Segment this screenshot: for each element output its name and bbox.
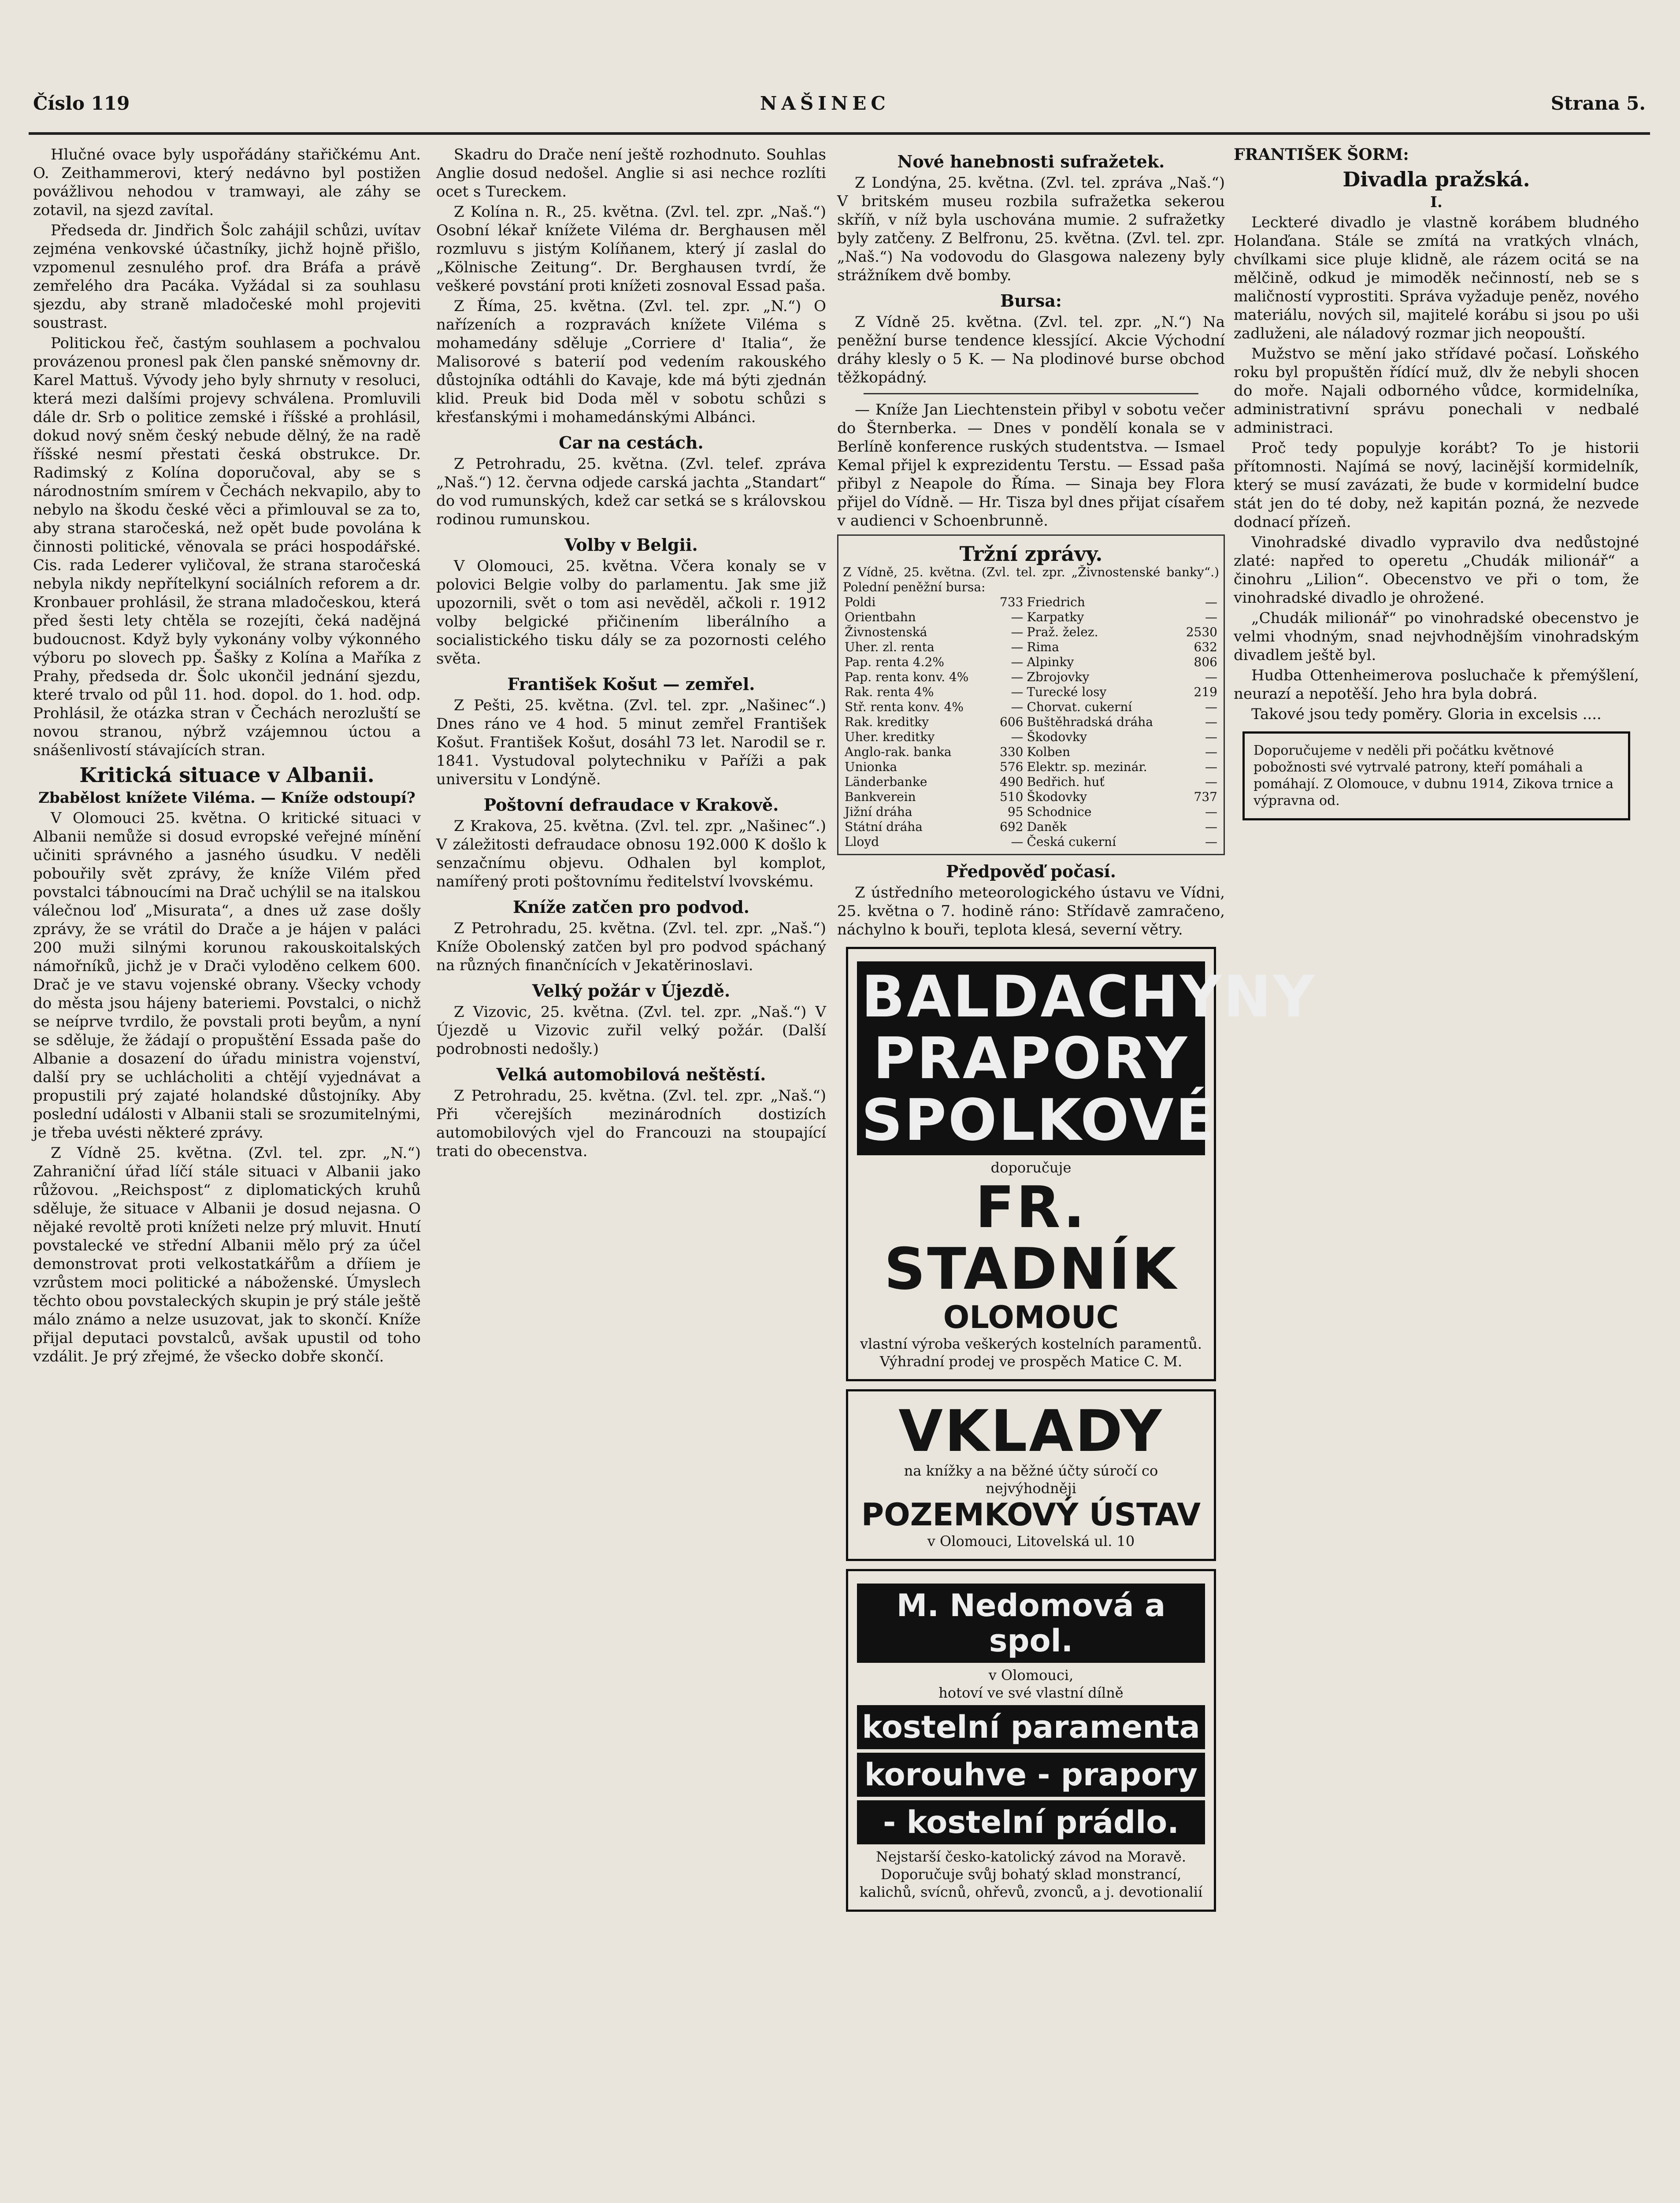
market-cell: 219 xyxy=(1194,685,1217,699)
market-cell: 330 xyxy=(1000,745,1024,759)
article-paragraph: Z Vídně 25. května. (Zvl. tel. zpr. „N.“) Na peněžní burse tendence klessjící. Akcie Východní dráhy klesly o 5 K. — Na plodinové burse obchod těžkopádný. xyxy=(837,313,1225,386)
market-cell: — xyxy=(1205,805,1217,819)
market-cell: Bankverein xyxy=(845,790,916,804)
article-paragraph: Vinohradské divadlo vypravilo dva nedůstojné zlaté: napřed to operetu „Chudák milionář“ a činohru „Lilion“. Obecenstvo ve při o tom, že vinohradské divadlo je ohrožené. xyxy=(1234,534,1639,607)
market-row xyxy=(843,595,1219,610)
market-cell: Chorvat. cukerní xyxy=(1027,700,1132,714)
market-cell: Buštěhradská dráha xyxy=(1027,715,1153,729)
market-cell: — xyxy=(1011,640,1024,654)
market-cell: — xyxy=(1205,610,1217,624)
market-row xyxy=(843,640,1219,655)
article-paragraph: Leckteré divadlo je vlastně korábem bludného Holanďana. Stále se zmítá na vratkých vlnách, chvílkami sice pluje klidně, ale rázem ocitá se na mělčině, odkud je mimoděk nečinností, neb se s maličností vyprostiti. Správa vyžaduje peněz, nového materiálu, nových sil, majitelé korábu si jsou po uši zadluženi, ale náladový rozmar jich neopouští. xyxy=(1234,214,1639,342)
market-cell: Turecké losy xyxy=(1027,685,1107,699)
market-cell: Škodovky xyxy=(1027,790,1087,804)
ad-line4: vlastní výroba veškerých kostelních paramentů. xyxy=(860,1335,1202,1352)
article-paragraph: „Chudák milionář“ po vinohradské obecenstvo je velmi vhodným, snad nejvhodnějším vinohradským divadlem ještě byl. xyxy=(1234,609,1639,664)
advertisement-nedomova xyxy=(846,1569,1216,1912)
market-cell: Jižní dráha xyxy=(845,805,912,819)
market-cell: Daněk xyxy=(1027,820,1067,834)
market-cell: Elektr. sp. mezinár. xyxy=(1027,760,1147,774)
ad-nedomova-city: v Olomouci, xyxy=(988,1667,1074,1684)
market-cell: Živnostenská xyxy=(845,625,927,639)
market-cell: 692 xyxy=(1000,820,1024,834)
market-cell: — xyxy=(1205,745,1217,759)
market-cell: Praž. želez. xyxy=(1027,625,1098,639)
market-row xyxy=(843,700,1219,715)
market-row xyxy=(843,730,1219,745)
market-cell: Státní dráha xyxy=(845,820,923,834)
market-cell: — xyxy=(1205,760,1217,774)
article-paragraph: Z Říma, 25. května. (Zvl. tel. zpr. „N.“) O nařízeních a rozpravách knížete Viléma s mohamedány sděluje „Corriere d' Italia“, že Malisorové s baterií pod vedením rakouského důstojníka odtáhli do Kavaje, kde má býti zjednán klid. Preuk bid Doda měl v sobotu schůzi s křesťanskými i mohamedánskými Albánci. xyxy=(436,297,826,426)
market-cell: Rak. renta 4% xyxy=(845,685,934,699)
column-1 xyxy=(33,145,421,2203)
article-paragraph: Z Petrohradu, 25. května. (Zvl. tel. zpr. „Naš.“) Při včerejších mezinárodních dostizích automobilových vjel do Francouzi na stoupající trati do obecenstva. xyxy=(436,1087,826,1160)
ad-nedomova-footer: Nejstarší česko-katolický závod na Moravě. Doporučuje svůj bohatý sklad monstrancí, kalichů, svícnů, ohřevů, zvonců, a j. devotionalií xyxy=(859,1848,1203,1900)
column-2 xyxy=(436,145,826,2203)
weather-text: Z ústředního meteorologického ústavu ve Vídni, 25. května o 7. hodině ráno: Střídavě zamračeno, náchylno k bouři, teplota klesá, severní větry. xyxy=(837,884,1225,938)
market-cell: — xyxy=(1011,655,1024,669)
ad-vklady-institution: POZEMKOVÝ ÚSTAV xyxy=(861,1497,1201,1533)
market-cell: 510 xyxy=(1000,790,1024,804)
headline-nestesti: Velká automobilová neštěstí. xyxy=(496,1064,766,1084)
market-cell: — xyxy=(1205,670,1217,684)
ad-city: OLOMOUC xyxy=(943,1299,1119,1335)
market-cell: 490 xyxy=(1000,775,1024,789)
market-cell: Česká cukerní xyxy=(1027,834,1116,849)
market-row xyxy=(843,655,1219,670)
ad-nedomova-big2: korouhve - prapory xyxy=(857,1753,1205,1797)
headline-kosut: František Košut — zemřel. xyxy=(507,674,755,694)
market-cell: — xyxy=(1205,775,1217,789)
article-paragraph: Skadru do Drače není ještě rozhodnuto. Souhlas Anglie dosud nedošel. Anglie si asi nechce rozlíti ocet s Tureckem. xyxy=(436,146,826,200)
headline-market: Tržní zprávy. xyxy=(959,542,1103,566)
ad-vklady-address: v Olomouci, Litovelská ul. 10 xyxy=(927,1533,1135,1550)
ad-banner xyxy=(857,961,1317,1155)
market-cell: — xyxy=(1011,685,1024,699)
article-paragraph: Hlučné ovace byly uspořádány stařičkému Ant. O. Zeithammerovi, který nedávno byl postižen povážlivou nehodou v tramwayi, ale záhy se zotavil, na sjezd zavítal. xyxy=(33,146,421,219)
market-cell: — xyxy=(1011,610,1024,624)
column-3 xyxy=(837,145,1317,2203)
market-row xyxy=(843,760,1219,775)
market-cell: 632 xyxy=(1194,640,1217,654)
market-cell: Stř. renta konv. 4% xyxy=(845,700,964,714)
market-cell: Schodnice xyxy=(1027,805,1092,819)
market-cell: — xyxy=(1011,700,1024,714)
market-cell: 733 xyxy=(1000,595,1024,609)
market-table xyxy=(843,595,1219,849)
article-paragraph: Z Vídně 25. května. (Zvl. tel. zpr. „N.“) Zahraniční úřad líčí stále situaci v Albanii jako růžovou. „Reichspost“ z diplomatických kruhů sděluje, že situace v Albanii je dosud nejasna. O nějaké revoltě proti knížeti nelze prý mluvit. Hnutí povstalecké ve střední Albanii mělo prý za účel demonstrovat proti velkostatkářům a dříiem je vzrůstem moci politické a náboženské. Úmyslech těchto obou povstaleckých skupin je prý stále ještě málo známo a nelze usuzovat, jak to skončí. Kníže přijal deputaci povstalců, avšak upustil od toho vzdálit. Je prý zřejmé, že všecko dobře skončí. xyxy=(33,1144,421,1365)
page-header xyxy=(33,93,1646,123)
article-paragraph: Z Petrohradu, 25. května. (Zvl. telef. zpráva „Naš.“) 12. června odjede carská jachta „Standart“ do vod rumunských, kdež car setká se s královskou rodinou rumunskou. xyxy=(436,455,826,528)
market-cell: Lloyd xyxy=(845,834,879,849)
article-paragraph: Politickou řeč, častým souhlasem a pochvalou provázenou pronesl pak člen panské sněmovny dr. Karel Mattuš. Vývody jeho byly shrnuty v resoluci, která mezi dalšími projevy schválena. Promluvili dále dr. Srb o politice zemské i říšské a prohlásil, dokud nový sněm český nebude dělný, že na radě říšské nesmí přestati česká obstrukce. Dr. Radimský z Kolína doporučoval, aby se s národnostním smírem v Čechách nekvapilo, aby to nebylo na škodu české věci a přimlouval se za to, aby strana staročeská, než opět bude povolána k činnosti politické, věnovala se práci hospodářské. Cis. rada Lederer vyličoval, že strana staročeská nebyla nikdy nepřítelkyní sociálních reforem a dr. Kronbauer prohlásil, že strana mladočeskou, která před šesti lety chtěla se rozejíti, čeká nadějná budoucnost. Když byly vykonány volby výkonného výboru po slovech pp. Šašky z Kolína a Maříka z Prahy, předseda dr. Šolc ukončil jednání sjezdu, které trvalo od půl 11. hod. dopol. do 1. hod. odp. Prohlásil, že otázka stran v Čechách nerozluští se novou stranou, nýbrž vzájemnou úctou a snášenlivostí stávajících stran. xyxy=(33,334,421,759)
ad-line3: SPOLKOVÉ xyxy=(861,1087,1216,1153)
feuilleton-section: I. xyxy=(1430,193,1443,211)
market-cell: — xyxy=(1205,595,1217,609)
article-paragraph: Z Pešti, 25. května. (Zvl. tel. zpr. „Našinec“.) Dnes ráno ve 4 hod. 5 minut zemřel František Košut. František Košut, dosáhl 73 let. Narodil se r. 1841. Vystudoval polytechniku v Paříži a pak universitu v Londýně. xyxy=(436,697,826,788)
market-cell: — xyxy=(1205,700,1217,714)
market-row xyxy=(843,715,1219,730)
ad-nedomova-title: M. Nedomová a spol. xyxy=(857,1584,1205,1663)
market-cell: Anglo-rak. banka xyxy=(845,745,952,759)
market-cell: Uher. kreditky xyxy=(845,730,935,744)
ad-line2: PRAPORY xyxy=(873,1025,1189,1092)
headline-car: Car na cestách. xyxy=(559,433,704,452)
column-4 xyxy=(1234,145,1639,2203)
market-row xyxy=(843,745,1219,760)
article-paragraph: Z Kolína n. R., 25. května. (Zvl. tel. zpr. „Naš.“) Osobní lékař knížete Viléma dr. Berghausen měl rozmluvu s jistým Kolíňanem, který jí zaslal do „Kölnische Zeitung“. Dr. Berghausen tvrdí, že veškeré povstání proti knížeti zosnoval Essad paša. xyxy=(436,203,826,295)
market-cell: Uher. zl. renta xyxy=(845,640,935,654)
page-label: Strana 5. xyxy=(1550,93,1646,114)
headline-belgie: Volby v Belgii. xyxy=(564,535,698,555)
ad-nedomova-big1: kostelní paramenta xyxy=(857,1705,1205,1749)
market-cell: Alpinky xyxy=(1027,655,1074,669)
market-cell: — xyxy=(1011,834,1024,849)
market-row xyxy=(843,820,1219,834)
article-paragraph: Hudba Ottenheimerova posluchače k přemýšlení, neurazí a nepotěší. Jeho hra byla dobrá. xyxy=(1234,667,1639,703)
ad-recommends: doporučuje xyxy=(990,1159,1072,1176)
market-cell: Pap. renta konv. 4% xyxy=(845,670,969,684)
subheadline-albania: Zbabělost knížete Viléma. — Kníže odstoupí? xyxy=(38,789,415,807)
article-paragraph: Z Vizovic, 25. května. (Zvl. tel. zpr. „Naš.“) V Újezdě u Vizovic zuřil velký požár. (Další podrobnosti nedošly.) xyxy=(436,1003,826,1058)
article-paragraph: — Kníže Jan Liechtenstein přibyl v sobotu večer do Šternberka. — Dnes v pondělí konala se v Berlíně konference ruských studentstva. — Ismael Kemal přijel k exprezidentu Terstu. — Essad paša přibyl z Neapole do Říma. — Sinaja bey Flora přijel do Vídně. — Hr. Tisza byl dnes přijat císařem v audienci v Schoenbrunně. xyxy=(837,401,1225,530)
bottom-advertisement: Doporučujeme v neděli při počátku květnové pobožnosti své vytrvalé patrony, kteří pomáhali a pomáhají. Z Olomouce, v dubnu 1914, Zikova trnice a výpravna od. xyxy=(1242,731,1630,820)
market-cell: — xyxy=(1011,670,1024,684)
market-row xyxy=(843,805,1219,820)
market-row xyxy=(843,610,1219,625)
article-paragraph: V Olomouci 25. května. O kritické situaci v Albanii nemůže si dosud evropské veřejné mínění učiniti správného a jasného úsudku. V neděli pobouřily svět zprávy, že kníže Vilém před povstalci tábnoucími na Drač uchýlil se na italskou válečnou loď „Misurata“, a dnes už zase došly zprávy, že se vrátil do Drače a je hájen v paláci 200 muži silnými korunou rakouskoitalských námořníků, jichž je v Drači vyloděno celkem 600. Drač je ve stavu vojenské obrany. Všecky vchody do města jsou hájeny bateriemi. Povstalci, o nichž se neíprve tvrdilo, že povstali proti beyům, a nyní se sděluje, že žádají o propuštění Essada paše do Albanie a dosazení do úřadu ministra vojenství, další pry se uchlácholiti a chtějí vyjednávat a propustili prý zajaté holandské důstojníky. Aby poslední události v Albanii stali se srozumitelnými, je třeba uvésti některé zprávy. xyxy=(33,809,421,1142)
market-intro: Z Vídně, 25. května. (Zvl. tel. zpr. „Živnostenské banky“.) Polední peněžní bursa: xyxy=(843,565,1219,594)
article-paragraph: Z Londýna, 25. května. (Zvl. tel. zpráva „Naš.“) V britském museu rozbila sufražetka sekerou skříň, v níž byla uschována mumie. 2 sufražetky byly zatčeny. Z Belfronu, 25. května. (Zvl. tel. zpr. „Naš.“) Na vodovodu do Glasgowa nalezeny byly strážníkem dvě bomby. xyxy=(837,174,1225,284)
article-paragraph: Předseda dr. Jindřich Šolc zahájil schůzi, uvítav zejména venkovské účastníky, jichž hojně přišlo, vzpomenul zesnulého prof. dra Bráfa a právě zemřelého dra Pacáka. Vyžádal si za souhlasu sjezdu, aby straně mladočeské mohl projeviti soustrast. xyxy=(33,222,421,332)
masthead: NAŠINEC xyxy=(760,93,890,114)
headline-weather: Předpověď počasí. xyxy=(946,861,1116,881)
headline-albania: Kritická situace v Albanii. xyxy=(79,763,375,787)
advertisement-vklady xyxy=(846,1389,1216,1561)
article-paragraph: Takové jsou tedy poměry. Gloria in excelsis .... xyxy=(1251,705,1602,723)
article-paragraph: Z Krakova, 25. května. (Zvl. tel. zpr. „Našinec“.) V záležitosti defraudace obnosu 192.000 K došlo k senzačnímu objevu. Odhalen byl komplot, namířený proti poštovnímu ředitelství lvovskému. xyxy=(436,817,826,890)
market-cell: — xyxy=(1011,730,1024,744)
headline-pozar: Velký požár v Újezdě. xyxy=(532,981,731,1001)
market-cell: Kolben xyxy=(1027,745,1071,759)
market-cell: — xyxy=(1205,834,1217,849)
article-paragraph: Mužstvo se mění jako střídavé počasí. Loňského roku byl propuštěn řídící muž, dlv že nebyli shocen do moře. Najali odborného vůdce, kormidelníka, administrativní správu ponechali v nedbalé administraci. xyxy=(1234,345,1639,437)
headline-defraud: Poštovní defraudace v Krakově. xyxy=(483,795,779,815)
separator xyxy=(864,393,1198,394)
ad-vklady-title: VKLADY xyxy=(898,1398,1164,1465)
headline-sufrazetky: Nové hanebnosti sufražetek. xyxy=(897,152,1165,171)
market-row xyxy=(843,775,1219,790)
market-cell: 576 xyxy=(1000,760,1024,774)
market-cell: Orientbahn xyxy=(845,610,916,624)
article-paragraph: Z Petrohradu, 25. května. (Zvl. tel. zpr. „Naš.“) Kníže Obolenský zatčen byl pro podvod spáchaný na různých finančnících v Jekatěrinoslavi. xyxy=(436,920,826,974)
market-cell: Pap. renta 4.2% xyxy=(845,655,944,669)
article-paragraph: Proč tedy populyje korábt? To je historii přítomnosti. Najímá se nový, lacinější kormidelník, který se musí zavázati, že bude v kormidelní budce stát jen do té doby, než kapitán pozná, že nezvede dodnací přízeň. xyxy=(1234,439,1639,531)
market-row xyxy=(843,685,1219,700)
headline-bursa: Bursa: xyxy=(1000,291,1062,311)
ad-nedomova-big3: - kostelní prádlo. xyxy=(857,1800,1205,1844)
advertisement-stadnik xyxy=(846,947,1317,1381)
market-cell: 806 xyxy=(1194,655,1217,669)
ad-line5: Výhradní prodej ve prospěch Matice C. M. xyxy=(879,1353,1183,1370)
market-row xyxy=(843,834,1219,849)
market-cell: Škodovky xyxy=(1027,730,1087,744)
market-cell: — xyxy=(1205,715,1217,729)
ad-nedomova-sub: hotoví ve své vlastní dílně xyxy=(938,1684,1124,1701)
market-cell: Zbrojovky xyxy=(1027,670,1090,684)
market-cell: — xyxy=(1205,730,1217,744)
market-row xyxy=(843,625,1219,640)
market-cell: Poldi xyxy=(845,595,876,609)
market-row xyxy=(843,670,1219,685)
market-cell: Karpatky xyxy=(1027,610,1084,624)
ad-vklady-text: na knížky a na běžné účty súročí co nejvýhodněji xyxy=(904,1462,1158,1497)
market-cell: Rima xyxy=(1027,640,1059,654)
headline-knize: Kníže zatčen pro podvod. xyxy=(513,897,749,917)
market-cell: 737 xyxy=(1194,790,1217,804)
market-cell: Unionka xyxy=(845,760,897,774)
market-cell: Länderbanke xyxy=(845,775,927,789)
feuilleton-author: FRANTIŠEK ŠORM: xyxy=(1234,145,1409,164)
feuilleton-title: Divadla pražská. xyxy=(1343,167,1530,191)
market-box xyxy=(837,534,1225,855)
market-cell: 95 xyxy=(1007,805,1024,819)
market-cell: — xyxy=(1205,820,1217,834)
page-number: Číslo 119 xyxy=(33,93,130,114)
ad-name: FR. STADNÍK xyxy=(884,1174,1178,1302)
market-row xyxy=(843,790,1219,805)
article-paragraph: V Olomouci, 25. května. Včera konaly se v polovici Belgie volby do parlamentu. Jak sme již upozornili, svět o tom asi nevěděl, ačkoli r. 1912 volby belgické přičinením liberálního a socialistického tisku dály se za pozornosti celého světa. xyxy=(436,557,826,668)
market-cell: — xyxy=(1011,625,1024,639)
market-cell: Bedřich. huť xyxy=(1027,775,1105,789)
header-rule xyxy=(29,132,1650,135)
market-cell: 2530 xyxy=(1186,625,1217,639)
ad-line1: BALDACHYNY xyxy=(861,963,1317,1030)
market-cell: 606 xyxy=(1000,715,1024,729)
market-cell: Rak. kreditky xyxy=(845,715,929,729)
market-cell: Friedrich xyxy=(1027,595,1085,609)
